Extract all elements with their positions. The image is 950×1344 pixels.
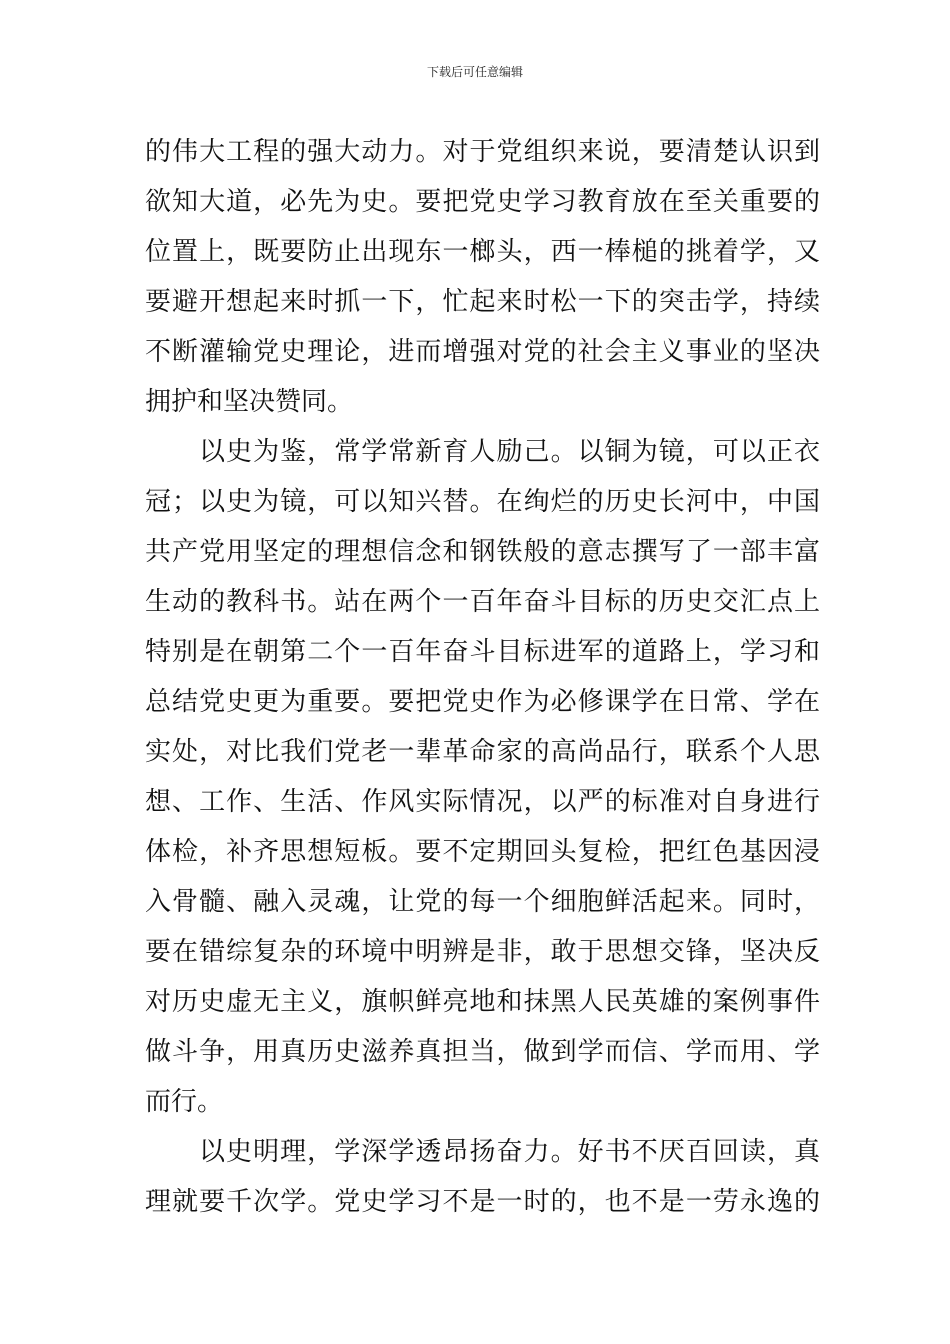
paragraph-3: [145, 1127, 820, 1227]
text-line: 体检，补齐思想短板。要不定期回头复检，把红色基因浸: [145, 837, 820, 867]
text-line: 总结党史更为重要。要把党史作为必修课学在日常、学在: [145, 687, 820, 717]
text-line: 欲知大道，必先为史。要把党史学习教育放在至关重要的: [145, 187, 820, 217]
text-line: 而行。: [145, 1087, 224, 1117]
text-line: 理就要千次学。党史学习不是一时的，也不是一劳永逸的: [145, 1187, 820, 1217]
text-line: 的伟大工程的强大动力。对于党组织来说，要清楚认识到: [145, 137, 820, 167]
page-header: 下载后可任意编辑: [426, 65, 523, 79]
text-line: 想、工作、生活、作风实际情况，以严的标准对自身进行: [145, 787, 820, 817]
text-line: 以史为鉴，常学常新育人励己。以铜为镜，可以正衣: [199, 437, 820, 467]
text-line: 特别是在朝第二个一百年奋斗目标进军的道路上，学习和: [145, 637, 820, 667]
text-line: 共产党用坚定的理想信念和钢铁般的意志撰写了一部丰富: [145, 537, 820, 567]
paragraph-1: [145, 127, 820, 427]
text-line: 对历史虚无主义，旗帜鲜亮地和抹黑人民英雄的案例事件: [145, 987, 820, 1017]
text-line: 生动的教科书。站在两个一百年奋斗目标的历史交汇点上: [145, 587, 820, 617]
text-line: 做斗争，用真历史滋养真担当，做到学而信、学而用、学: [145, 1037, 820, 1067]
text-line: 实处，对比我们党老一辈革命家的高尚品行，联系个人思: [145, 737, 820, 767]
document-body: [145, 127, 820, 1227]
text-line: 拥护和坚决赞同。: [145, 387, 354, 417]
text-line: 不断灌输党史理论，进而增强对党的社会主义事业的坚决: [145, 337, 820, 367]
text-line: 以史明理，学深学透昂扬奋力。好书不厌百回读，真: [199, 1137, 820, 1167]
text-line: 位置上，既要防止出现东一榔头，西一棒槌的挑着学，又: [145, 237, 820, 267]
text-line: 要在错综复杂的环境中明辨是非，敢于思想交锋，坚决反: [145, 937, 820, 967]
text-line: 入骨髓、融入灵魂，让党的每一个细胞鲜活起来。同时，: [145, 887, 820, 917]
paragraph-2: [145, 427, 820, 1127]
text-line: 冠；以史为镜，可以知兴替。在绚烂的历史长河中，中国: [145, 487, 820, 517]
text-line: 要避开想起来时抓一下，忙起来时松一下的突击学，持续: [145, 287, 820, 317]
